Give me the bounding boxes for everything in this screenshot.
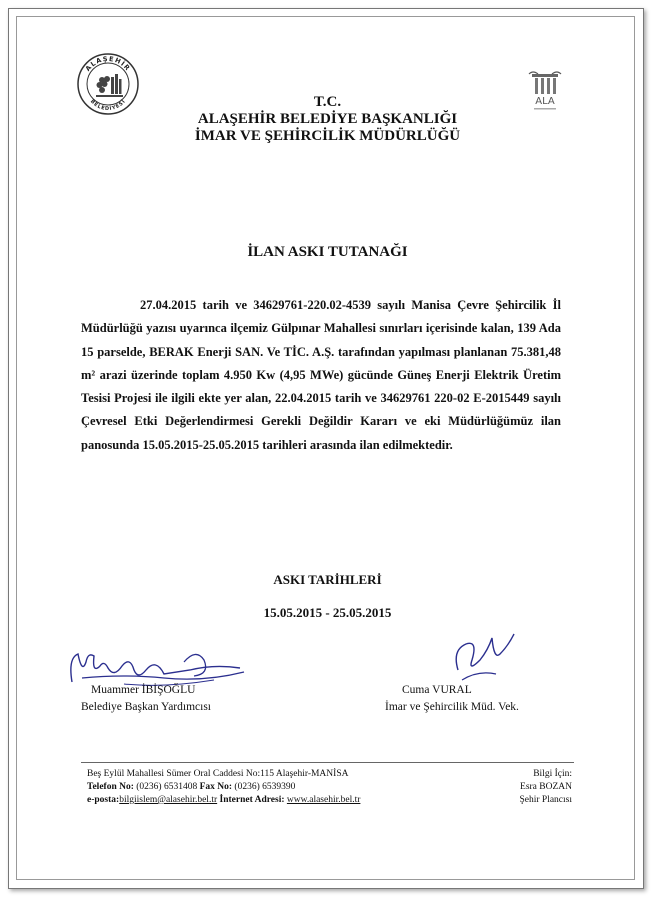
left-signatory bbox=[78, 682, 278, 716]
footer-phone-line bbox=[87, 781, 360, 794]
left-signatory-title: Belediye Başkan Yardımcısı bbox=[81, 701, 211, 713]
body-paragraph: 27.04.2015 tarih ve 34629761-220.02-4539 sayılı Manisa Çevre Şehircilik İl Müdürlüğü yazısı uyarınca ilçemiz Gülpınar Mahallesi sınırları içerisinde kalan, 139 Ada 15 parselde, BERAK Enerji SAN. Ve TİC. A.Ş. tarafından yapılması planlanan 75.381,48 m² arazi üzerinde toplam 4.950 Kw (4,95 MWe) gücünde Güneş Enerji Elektrik Üretim Tesisi Projesi ile ilgili ekte yer alan, 22.04.2015 tarih ve 34629761 220-02 E-2015449 sayılı Çevresel Etki Değerlendirmesi Gerekli Değildir Kararı ve eki Müdürlüğümüz ilan panosunda 15.05.2015-25.05.2015 tarihleri arasında ilan edilmektedir. bbox=[81, 298, 561, 452]
footer-fax-label: Fax No: bbox=[199, 782, 233, 792]
footer-phone-label: Telefon No: bbox=[87, 782, 134, 792]
right-signatory-name: Cuma VURAL bbox=[402, 684, 472, 696]
ala-logo-text: ALA bbox=[535, 96, 555, 107]
body-text bbox=[81, 294, 561, 457]
letterhead-line-municipality: ALAŞEHİR BELEDİYE BAŞKANLIĞI bbox=[197, 111, 458, 127]
footer-email-label: e-posta: bbox=[87, 795, 120, 805]
footer-phone: (0236) 6531408 bbox=[136, 782, 198, 792]
footer-info-label: Bilgi İçin: bbox=[533, 769, 572, 779]
right-signature bbox=[448, 630, 518, 688]
footer-info-title: Şehir Plancısı bbox=[519, 795, 572, 805]
footer-web-link[interactable]: www.alasehir.bel.tr bbox=[286, 795, 361, 805]
left-signatory-name: Muammer İBİŞOĞLU bbox=[91, 684, 196, 696]
footer-fax: (0236) 6539390 bbox=[234, 782, 296, 792]
footer-divider bbox=[81, 762, 574, 763]
posting-dates-title: ASKI TARİHLERİ bbox=[273, 572, 382, 587]
letterhead bbox=[0, 94, 655, 145]
seal-text-bottom: BELEDİYESİ bbox=[88, 98, 128, 113]
document-title: İLAN ASKI TUTANAĞI bbox=[247, 244, 408, 260]
right-signatory bbox=[385, 682, 585, 716]
footer-info-contact bbox=[440, 768, 572, 807]
footer-address: Beş Eylül Mahallesi Sümer Oral Caddesi No:115 Alaşehir-MANİSA bbox=[87, 769, 349, 779]
footer-web-label: İnternet Adresi: bbox=[219, 795, 285, 805]
footer-info-name: Esra BOZAN bbox=[520, 782, 572, 792]
posting-dates-value: 15.05.2015 - 25.05.2015 bbox=[263, 605, 392, 620]
right-signatory-title: İmar ve Şehircilik Müd. Vek. bbox=[385, 701, 519, 713]
footer-email-link[interactable]: bilgiislem@alasehir.bel.tr bbox=[119, 795, 218, 805]
seal-text-top: ALAŞEHİR bbox=[83, 54, 133, 73]
letterhead-line-directorate: İMAR VE ŞEHİRCİLİK MÜDÜRLÜĞÜ bbox=[194, 128, 461, 144]
svg-text:ALAŞEHİR bbox=[84, 55, 132, 73]
letterhead-line-tc: T.C. bbox=[313, 94, 342, 110]
footer-contact bbox=[87, 768, 360, 807]
footer-email-line bbox=[87, 794, 360, 807]
